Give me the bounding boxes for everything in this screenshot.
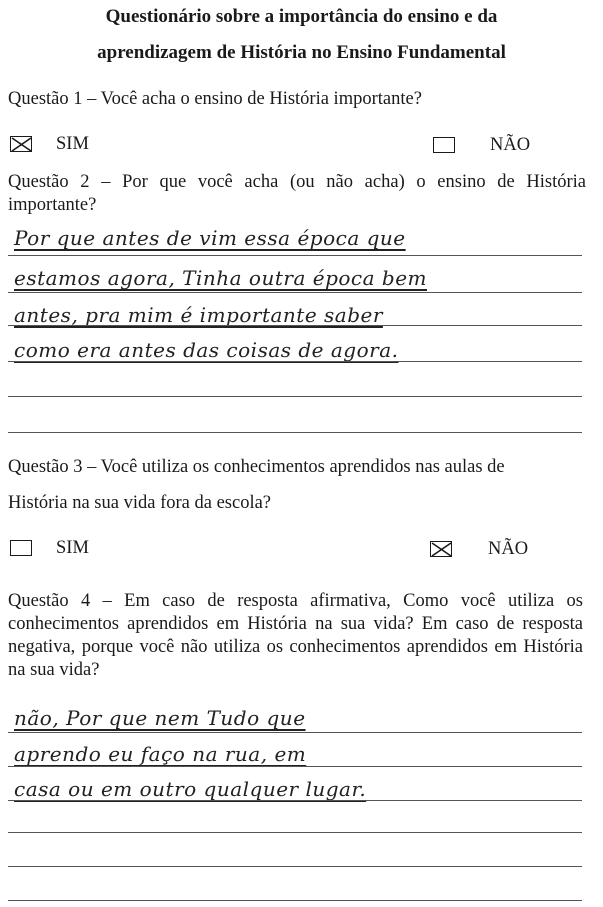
question-3-text-line2: História na sua vida fora da escola?	[8, 493, 272, 513]
answer-rule-line	[8, 900, 582, 901]
q4-answer-line-3: casa ou em outro qualquer lugar.	[14, 777, 367, 801]
answer-rule-line	[8, 292, 582, 293]
q3-yes-label: SIM	[56, 538, 89, 558]
q1-no-label: NÃO	[490, 135, 531, 155]
answer-rule-line	[8, 361, 582, 362]
q2-answer-line-3: antes, pra mim é importante saber	[14, 303, 383, 327]
q2-answer-line-4: como era antes das coisas de agora.	[14, 338, 399, 362]
q3-yes-checkbox[interactable]	[10, 540, 32, 556]
question-4-text: Questão 4 – Em caso de resposta afirmativa, Como você utiliza os conhecimentos aprendidos em História na sua vida? Em caso de resposta negativa, porque você não utiliza os conhecimentos aprendidos em História na sua vida?	[8, 591, 583, 680]
question-1-text: Questão 1 – Você acha o ensino de História importante?	[8, 89, 422, 109]
answer-rule-line	[8, 432, 582, 433]
answer-rule-line	[8, 832, 582, 833]
question-2-text: Questão 2 – Por que você acha (ou não acha) o ensino de História importante?	[8, 172, 586, 215]
answer-rule-line	[8, 866, 582, 867]
checkmark-x-icon	[11, 137, 33, 153]
q4-answer-line-2: aprendo eu faço na rua, em	[14, 742, 307, 766]
answer-rule-line	[8, 396, 582, 397]
q4-answer-line-1: não, Por que nem Tudo que	[14, 706, 306, 730]
q1-yes-checkbox[interactable]	[10, 136, 32, 152]
q2-answer-line-2: estamos agora, Tinha outra época bem	[14, 266, 427, 290]
q1-no-checkbox[interactable]	[433, 137, 455, 153]
answer-rule-line	[8, 255, 582, 256]
q3-no-checkbox[interactable]	[430, 541, 452, 557]
q2-answer-line-1: Por que antes de vim essa época que	[14, 226, 406, 250]
document-title-line2: aprendizagem de História no Ensino Fundamental	[97, 42, 506, 63]
answer-rule-line	[8, 766, 582, 767]
answer-rule-line	[8, 732, 582, 733]
checkmark-x-icon	[431, 542, 453, 558]
question-3-text-line1: Questão 3 – Você utiliza os conhecimentos aprendidos nas aulas de	[8, 457, 505, 477]
q1-yes-label: SIM	[56, 134, 89, 154]
document-title-line1: Questionário sobre a importância do ensino e da	[105, 6, 498, 27]
answer-rule-line	[8, 325, 582, 326]
q3-no-label: NÃO	[488, 539, 529, 559]
answer-rule-line	[8, 800, 582, 801]
